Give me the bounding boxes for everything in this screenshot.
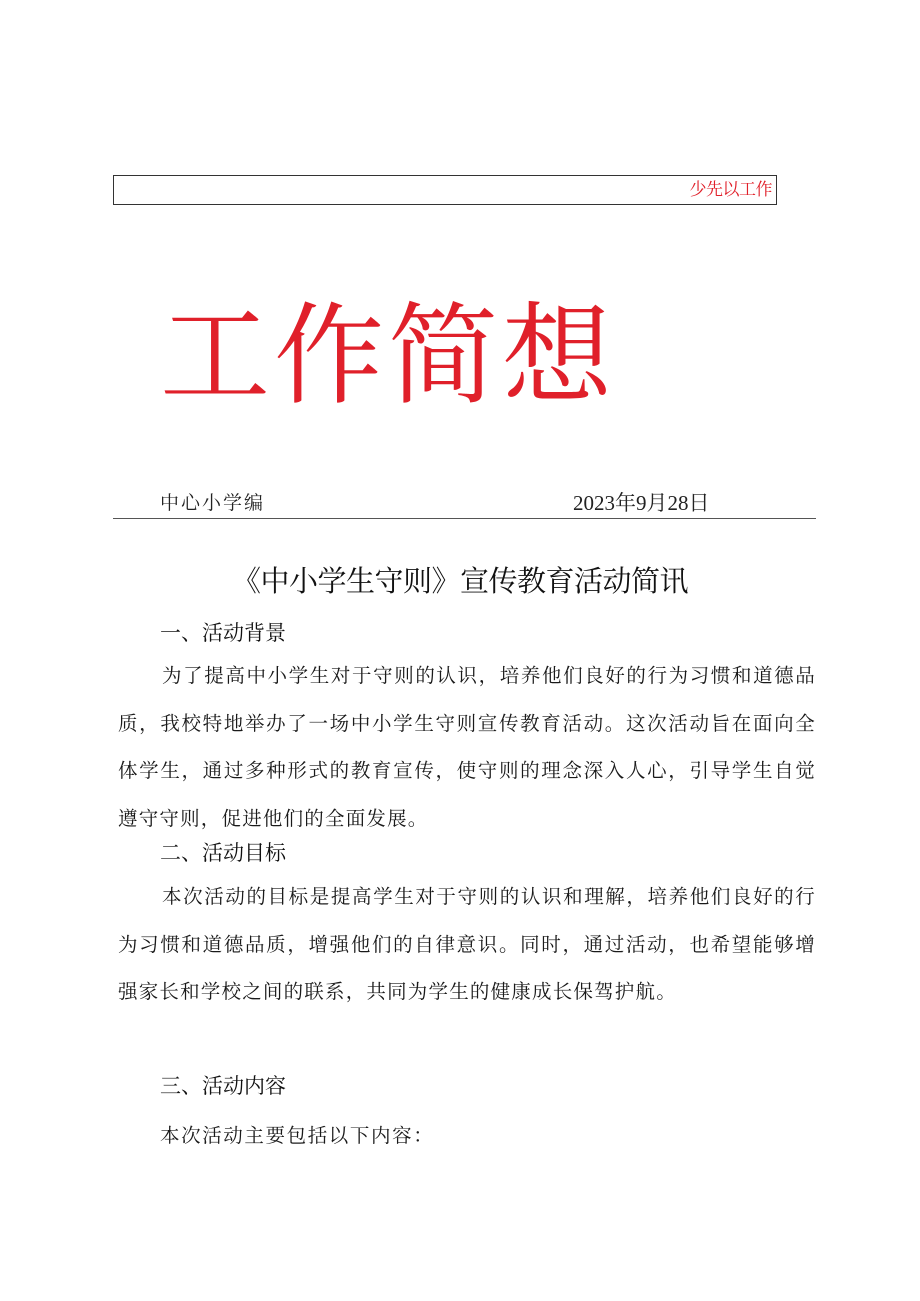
header-divider	[113, 518, 816, 519]
section-heading-content: 三、活动内容	[160, 1074, 286, 1098]
header-box-label: 少先以工作	[689, 180, 772, 200]
section-heading-background: 一、活动背景	[160, 621, 286, 645]
section-body-background: 为了提高中小学生对于守则的认识，培养他们良好的行为习惯和道德品质，我校特地举办了一场中小学生守则宣传教育活动。这次活动旨在面向全体学生，通过多种形式的教育宣传，使守则的理念深入人心，引导学生自觉遵守守则，促进他们的全面发展。	[118, 664, 816, 830]
issue-date: 2023年9月28日	[573, 491, 710, 515]
header-box	[113, 175, 777, 205]
section-body-content: 本次活动主要包括以下内容：	[160, 1124, 435, 1147]
section-heading-goals: 二、活动目标	[160, 841, 286, 865]
editor-label: 中心小学编	[160, 492, 266, 514]
section-body-goals: 本次活动的目标是提高学生对于守则的认识和理解，培养他们良好的行为习惯和道德品质，增强他们的自律意识。同时，通过活动，也希望能够增强家长和学校之间的联系，共同为学生的健康成长保驾护航。	[118, 885, 816, 1003]
article-title: 《中小学生守则》宣传教育活动简讯	[231, 564, 688, 598]
masthead-title: 工作简想	[160, 292, 616, 420]
